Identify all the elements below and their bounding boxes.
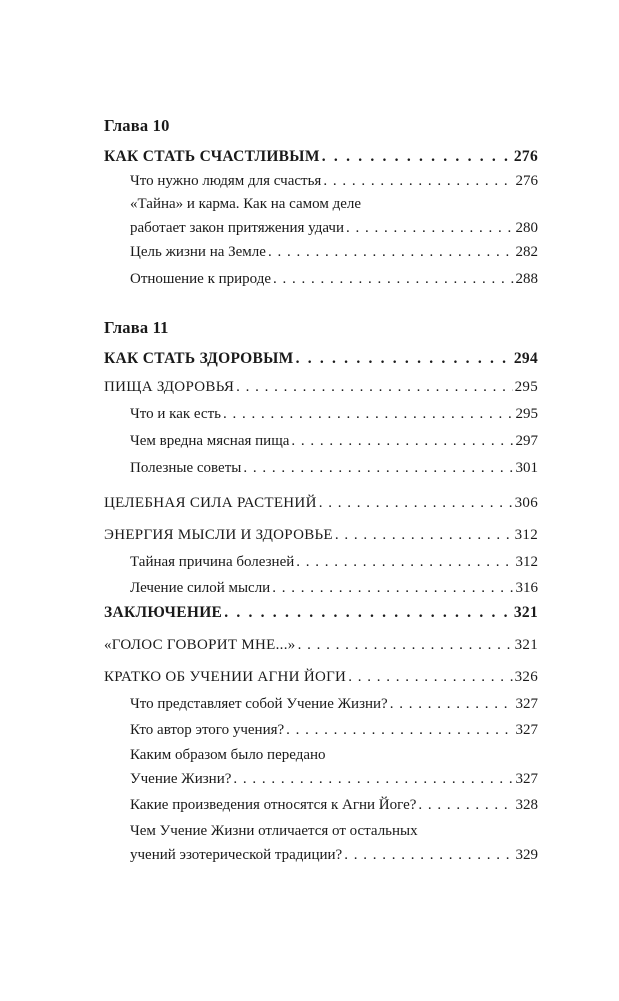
page-number: 327 — [515, 696, 538, 712]
toc-entry-line[interactable]: Чем Учение Жизни отличается от остальных — [130, 823, 418, 839]
page-number: 297 — [515, 433, 538, 449]
leader-dots — [319, 495, 513, 512]
leader-dots — [418, 797, 513, 814]
toc-entry[interactable]: Отношение к природе . . . 288 — [130, 271, 538, 288]
page-number: 327 — [515, 722, 538, 738]
leader-dots — [236, 379, 512, 396]
page-number: 306 — [514, 495, 538, 511]
page-number: 328 — [515, 797, 538, 813]
toc-entry[interactable]: Какие произведения относятся к Агни Йоге? . . . 328 — [130, 797, 538, 814]
leader-dots — [390, 696, 514, 713]
page-number: 276 — [513, 148, 538, 165]
toc-entry-line[interactable]: «Тайна» и карма. Как на самом деле — [130, 196, 362, 212]
page-number: 282 — [515, 244, 538, 260]
page-number: 301 — [515, 460, 538, 476]
table-of-contents — [104, 0, 538, 1001]
toc-heading-conclusion[interactable] — [104, 604, 538, 622]
toc-entry[interactable]: Чем вредна мясная пища . . . 297 — [130, 433, 538, 450]
leader-dots — [296, 350, 512, 368]
leader-dots — [346, 220, 514, 237]
toc-section[interactable]: КРАТКО ОБ УЧЕНИИ АГНИ ЙОГИ . . . 326 — [104, 669, 538, 686]
page-number: 312 — [514, 527, 538, 543]
toc-entry[interactable]: Цель жизни на Земле . . . 282 — [130, 244, 538, 261]
toc-entry[interactable]: Что нужно людям для счастья . . . 276 — [130, 173, 538, 190]
leader-dots — [243, 460, 513, 477]
chapter-10-label: Глава 10 — [104, 116, 170, 135]
leader-dots — [322, 148, 512, 166]
toc-entry[interactable]: Тайная причина болезней . . . 312 — [130, 554, 538, 571]
toc-entry[interactable]: Лечение силой мысли . . . 316 — [130, 580, 538, 597]
toc-entry[interactable]: Что и как есть . . . 295 — [130, 406, 538, 423]
page-number: 276 — [515, 173, 538, 189]
toc-section[interactable]: ЭНЕРГИЯ МЫСЛИ И ЗДОРОВЬЕ . . . 312 — [104, 527, 538, 544]
toc-entry[interactable]: Учение Жизни? . . . 327 — [130, 771, 538, 788]
leader-dots — [335, 527, 513, 544]
toc-heading-happiness[interactable] — [104, 148, 538, 166]
page-number: 295 — [515, 406, 538, 422]
toc-entry[interactable]: работает закон притяжения удачи . . . 280 — [130, 220, 538, 237]
toc-heading-label: КАК СТАТЬ СЧАСТЛИВЫМ — [104, 148, 320, 165]
leader-dots — [286, 722, 513, 739]
toc-entry[interactable]: Полезные советы . . . 301 — [130, 460, 538, 477]
page-number: 327 — [515, 771, 538, 787]
toc-section[interactable]: «ГОЛОС ГОВОРИТ МНЕ...» . . . 321 — [104, 637, 538, 654]
toc-entry[interactable]: Кто автор этого учения? . . . 327 — [130, 722, 538, 739]
chapter-11-label: Глава 11 — [104, 318, 169, 337]
leader-dots — [223, 406, 514, 423]
leader-dots — [323, 173, 513, 190]
leader-dots — [224, 604, 512, 622]
leader-dots — [296, 554, 513, 571]
leader-dots — [233, 771, 513, 788]
page-number: 326 — [514, 669, 538, 685]
page-number: 329 — [515, 847, 538, 863]
leader-dots — [348, 669, 512, 686]
page-number: 312 — [515, 554, 538, 570]
leader-dots — [298, 637, 513, 654]
toc-entry[interactable]: учений эзотерической традиции? . . . 329 — [130, 847, 538, 864]
leader-dots — [291, 433, 513, 450]
toc-entry-line[interactable]: Каким образом было передано — [130, 747, 326, 763]
toc-section[interactable]: ЦЕЛЕБНАЯ СИЛА РАСТЕНИЙ . . . 306 — [104, 495, 538, 512]
toc-heading-label: КАК СТАТЬ ЗДОРОВЫМ — [104, 350, 294, 367]
page-number: 316 — [515, 580, 538, 596]
page-number: 288 — [515, 271, 538, 287]
page-number: 321 — [514, 637, 538, 653]
page-number: 321 — [513, 604, 538, 621]
leader-dots — [272, 580, 513, 597]
page-number: 295 — [514, 379, 538, 395]
leader-dots — [273, 271, 513, 288]
toc-entry[interactable]: Что представляет собой Учение Жизни? . . . 327 — [130, 696, 538, 713]
toc-section[interactable]: ПИЩА ЗДОРОВЬЯ . . . 295 — [104, 379, 538, 396]
page-number: 294 — [513, 350, 538, 367]
toc-heading-label: ЗАКЛЮЧЕНИЕ — [104, 604, 223, 621]
page-number: 280 — [515, 220, 538, 236]
leader-dots — [268, 244, 514, 261]
toc-heading-health[interactable] — [104, 350, 538, 368]
leader-dots — [344, 847, 513, 864]
